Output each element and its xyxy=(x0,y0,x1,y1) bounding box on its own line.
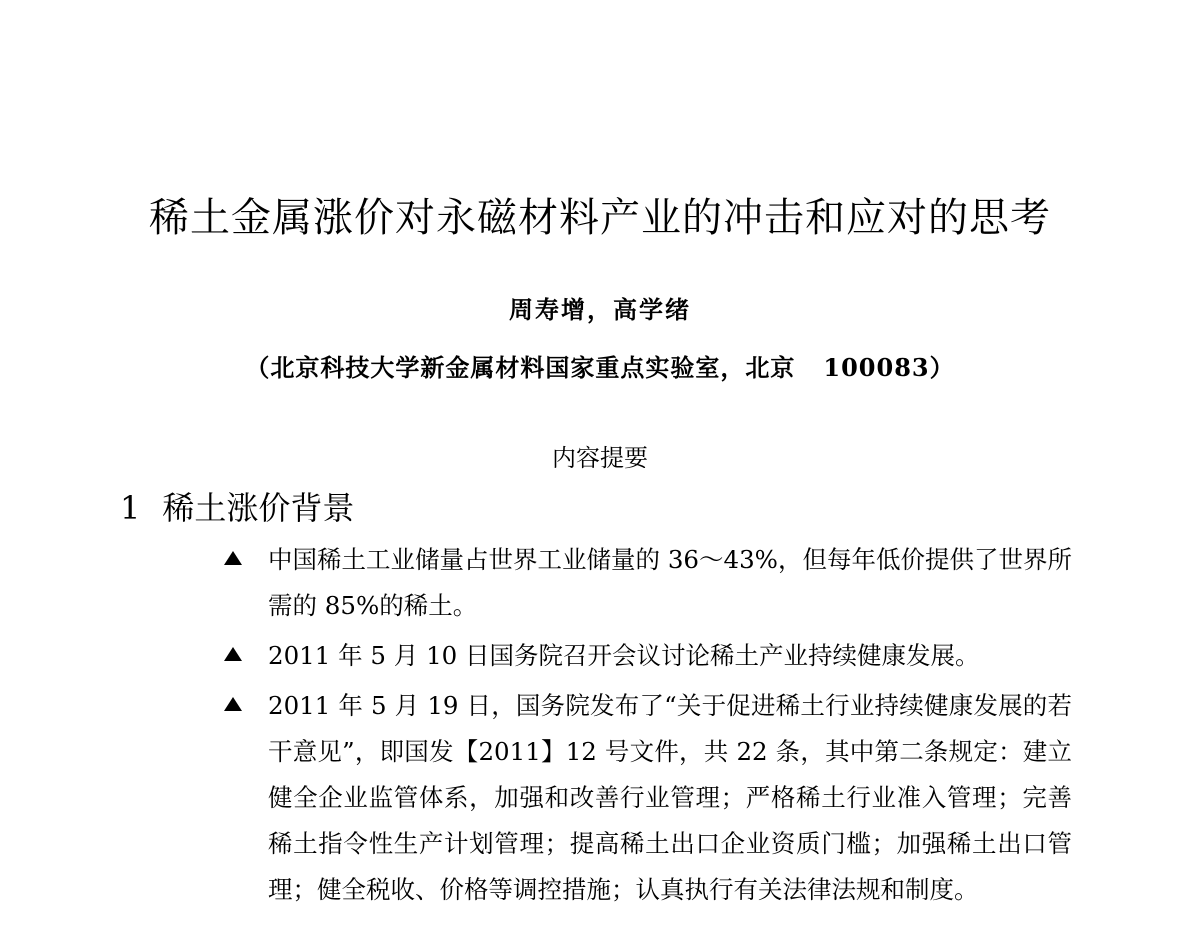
section-heading xyxy=(120,486,354,530)
affiliation-institution: 北京科技大学新金属材料国家重点实验室，北京 xyxy=(270,353,796,382)
bullet-item xyxy=(222,537,1072,629)
triangle-bullet-icon xyxy=(224,647,242,661)
paper-title: 稀土金属涨价对永磁材料产业的冲击和应对的思考 xyxy=(149,195,1051,241)
affiliation-open-paren: （ xyxy=(245,353,271,382)
bullet-text: 中国稀土工业储量占世界工业储量的 36～43%，但每年低价提供了世界所需的 85%的稀土。 xyxy=(268,545,1072,620)
affiliation-postcode: 100083 xyxy=(823,353,930,382)
affiliation-close-paren: ） xyxy=(929,353,955,382)
section-title: 稀土涨价背景 xyxy=(162,489,355,527)
bullet-text: 2011 年 5 月 19 日，国务院发布了“关于促进稀土行业持续健康发展的若干意见”，即国发【2011】12 号文件，共 22 条，其中第二条规定：建立健全企业监管体系，加强和改善行业管理；严格稀土行业准入管理；完善稀土指令性生产计划管理；提高稀土出口企业资质门槛；加强稀土出口管理；健全税收、价格等调控措施；认真执行有关法律法规和制度。 xyxy=(268,691,1072,904)
section-number: 1 xyxy=(120,489,141,527)
bullet-text: 2011 年 5 月 10 日国务院召开会议讨论稀土产业持续健康发展。 xyxy=(268,641,980,670)
affiliation xyxy=(0,350,1200,386)
author-list: 周寿增，高学绪 xyxy=(509,295,691,324)
triangle-bullet-icon xyxy=(224,697,242,711)
abstract-heading: 内容提要 xyxy=(552,444,648,472)
bullet-item xyxy=(222,633,1072,679)
triangle-bullet-icon xyxy=(224,551,242,565)
bullet-item xyxy=(222,683,1072,913)
bullet-list xyxy=(222,537,1072,917)
